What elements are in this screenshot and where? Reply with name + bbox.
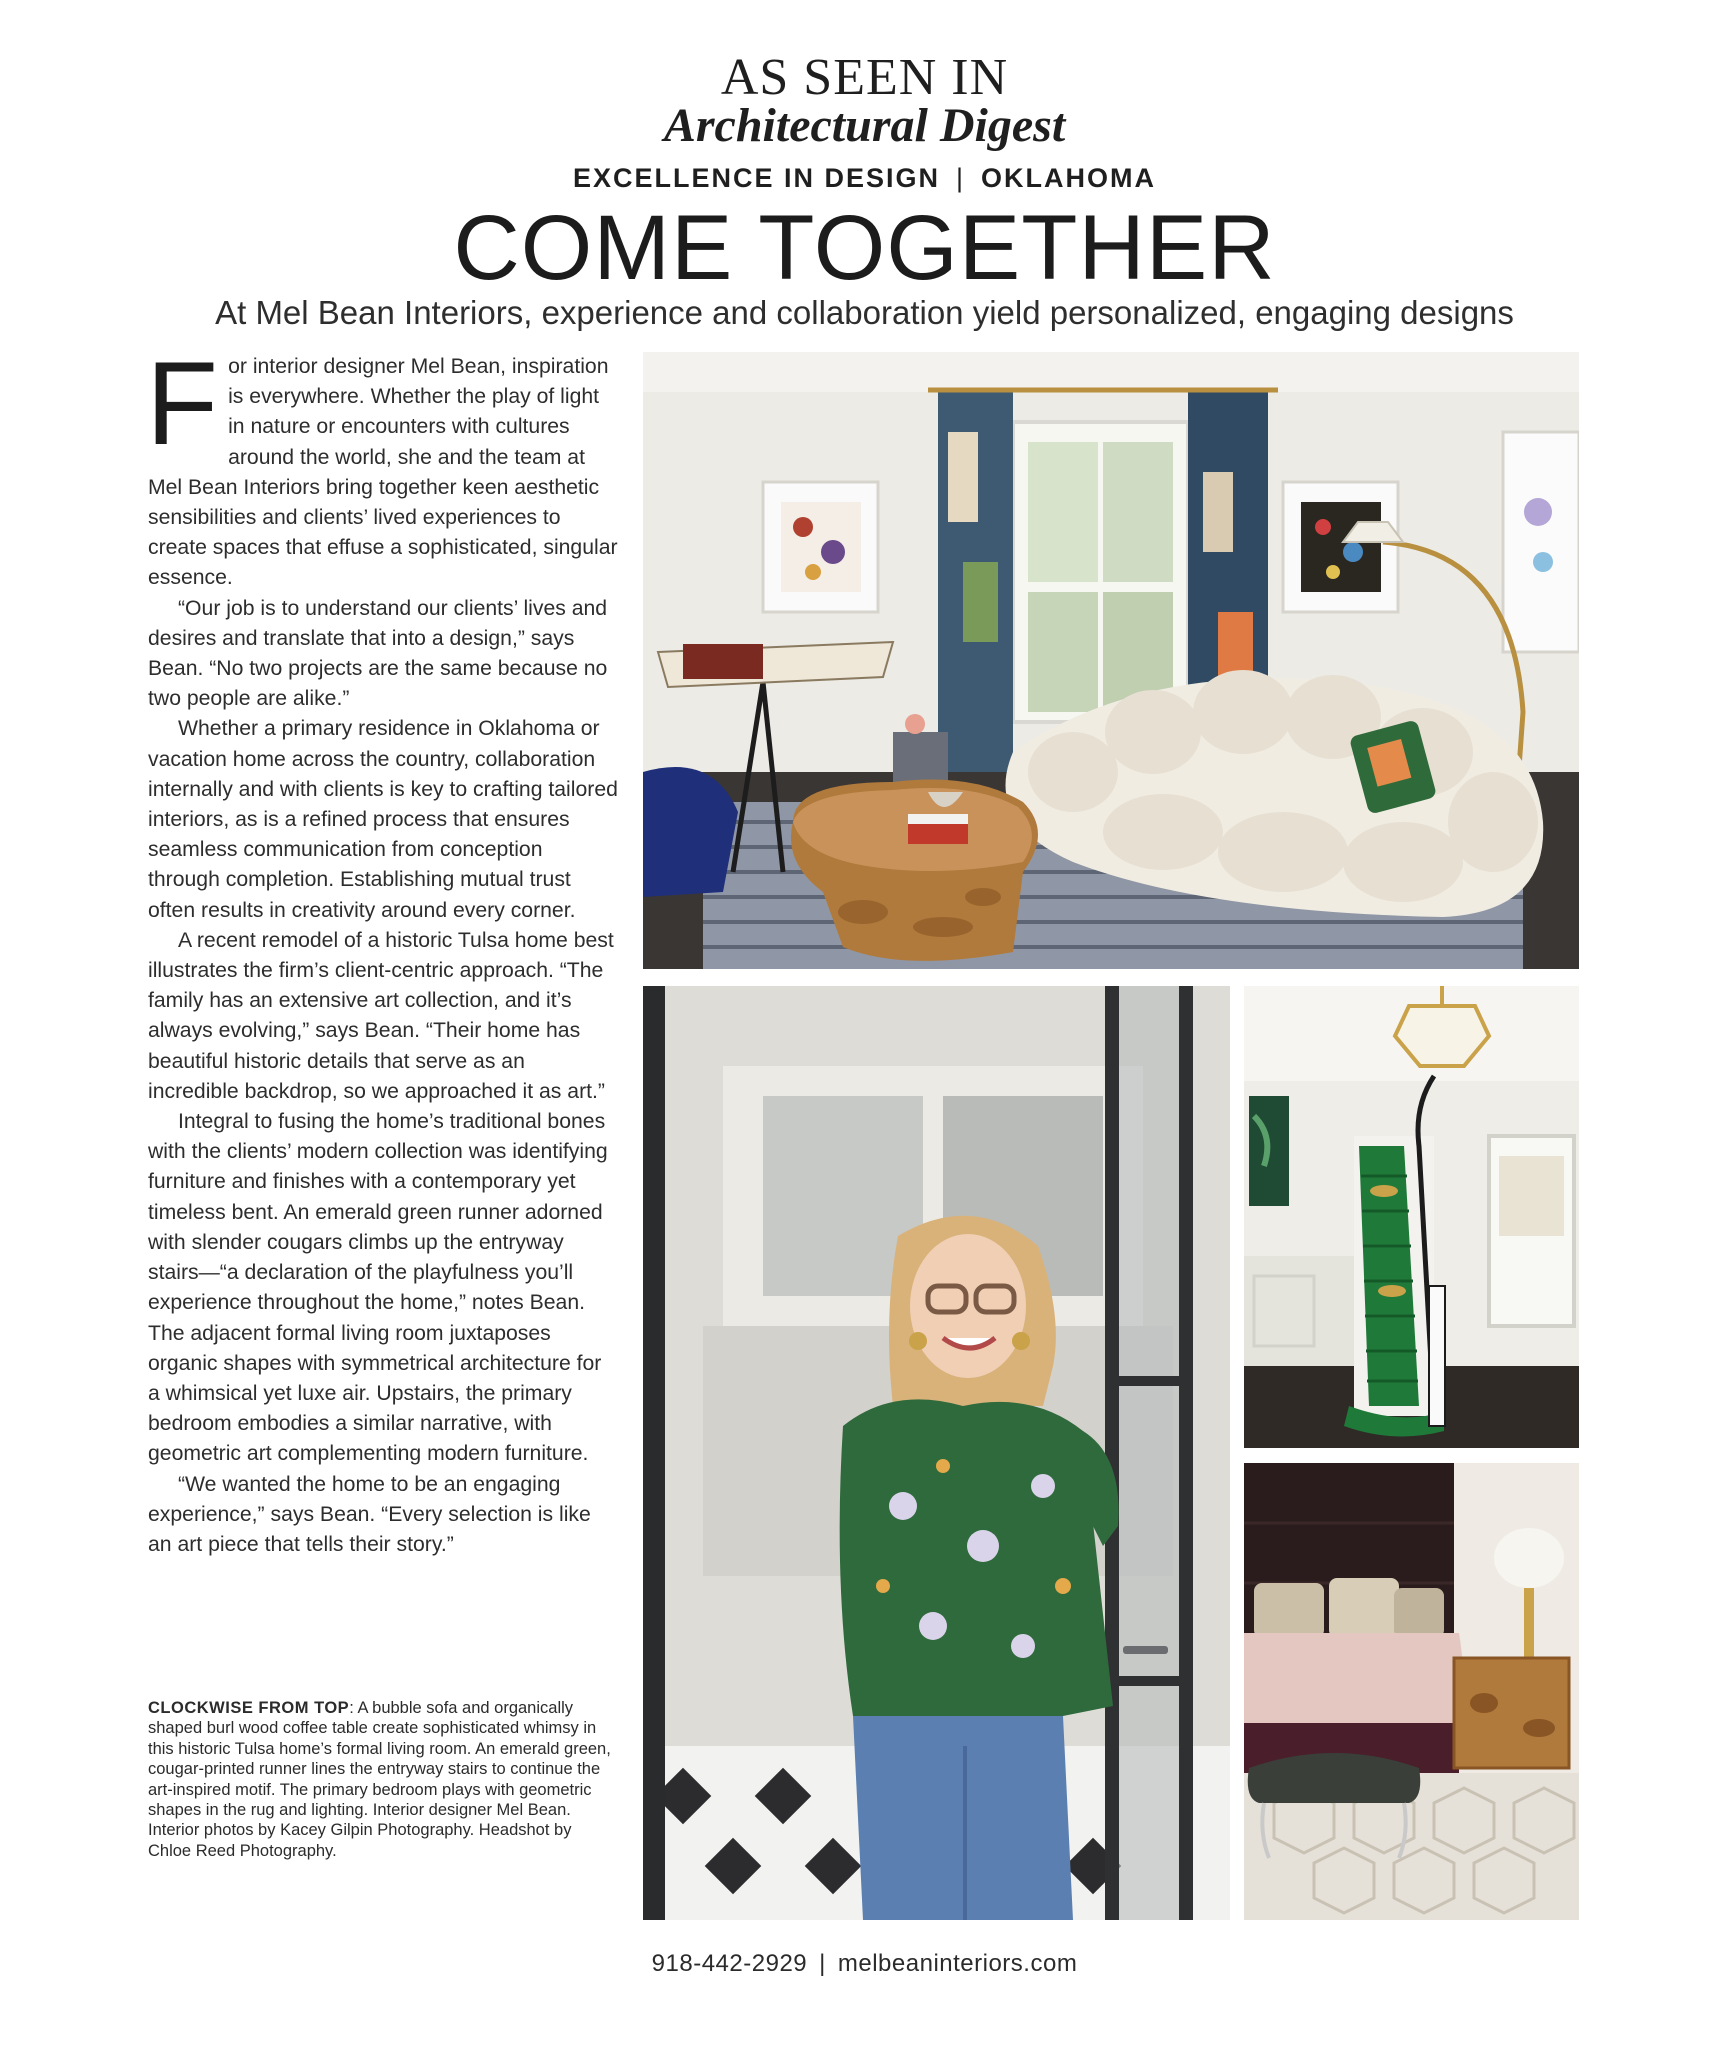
paragraph-1-text: or interior designer Mel Bean, inspiration is everywhere. Whether the play of light in nature or encounters with cultures around the world, she and the team at Mel Bean Interiors bring together keen aesthetic sensibilities and clients’ lived experiences to create spaces that effuse a sophisticated, singular essence. (148, 355, 618, 590)
publication-name: Architectural Digest (663, 99, 1066, 152)
caption-lead: CLOCKWISE FROM TOP (148, 1699, 350, 1717)
subheadline: At Mel Bean Interiors, experience and collaboration yield personalized, engaging designs (215, 294, 1514, 331)
footer-separator: | (819, 1950, 826, 1977)
contact-footer (0, 1950, 1729, 1978)
primary-bedroom-photo (1244, 1463, 1579, 1920)
drop-cap: F (146, 338, 219, 470)
website-link[interactable]: melbeaninteriors.com (837, 1950, 1078, 1977)
section-separator: | (956, 163, 966, 193)
region-label: OKLAHOMA (981, 163, 1157, 193)
paragraph-5: Integral to fusing the home’s traditional bones with the clients’ modern collection was identifying furniture and finishes with a contemporary yet timeless bent. An emerald green runner adorned with slender cougars climbs up the entryway stairs—“a declaration of the playfulness you’ll experience throughout the home,” notes Bean. The adjacent formal living room juxtaposes organic shapes with symmetrical architecture for a whimsical yet luxe air. Upstairs, the primary bedroom embodies a similar narrative, with geometric art complementing modern furniture. (148, 1110, 608, 1466)
designer-headshot-photo (643, 986, 1230, 1920)
entry-staircase-photo (1244, 986, 1579, 1448)
paragraph-1 (146, 338, 618, 594)
caption-text: : A bubble sofa and organically shaped burl wood coffee table create sophisticated whimsy in this historic Tulsa home’s formal living room. An emerald green, cougar-printed runner lines the entryway stairs to continue the art-inspired motif. The primary bedroom plays with geometric shapes in the rug and lighting. Interior designer Mel Bean. Interior photos by Kacey Gilpin Photography. Headshot by Chloe Reed Photography. (148, 1699, 611, 1860)
paragraph-3: Whether a primary residence in Oklahoma or vacation home across the country, collaboration internally and with clients is key to crafting tailored interiors, as is a refined process that ensures seamless communication from conception through completion. Establishing mutual trust often results in creativity around every corner. (148, 717, 618, 922)
section-line (0, 163, 1729, 194)
photo-caption (148, 1698, 618, 1861)
paragraph-2: “Our job is to understand our clients’ lives and desires and translate that into a design,” says Bean. “No two projects are the same because no two people are alike.” (148, 596, 608, 711)
paragraph-6: “We wanted the home to be an engaging experience,” says Bean. “Every selection is like an art piece that tells their story.” (148, 1472, 591, 1556)
masthead-seen-in: AS SEEN IN (720, 49, 1009, 106)
article-body (146, 338, 618, 1560)
section-label: EXCELLENCE IN DESIGN (572, 163, 941, 193)
paragraph-4: A recent remodel of a historic Tulsa home best illustrates the firm’s client-centric approach. “The family has an extensive art collection, and it’s always evolving,” says Bean. “Their home has beautiful historic details that serve as an incredible backdrop, so we approached it as art.” (148, 928, 614, 1103)
living-room-photo (643, 352, 1579, 969)
page-title: COME TOGETHER (453, 197, 1276, 299)
phone-number[interactable]: 918-442-2929 (651, 1950, 808, 1977)
